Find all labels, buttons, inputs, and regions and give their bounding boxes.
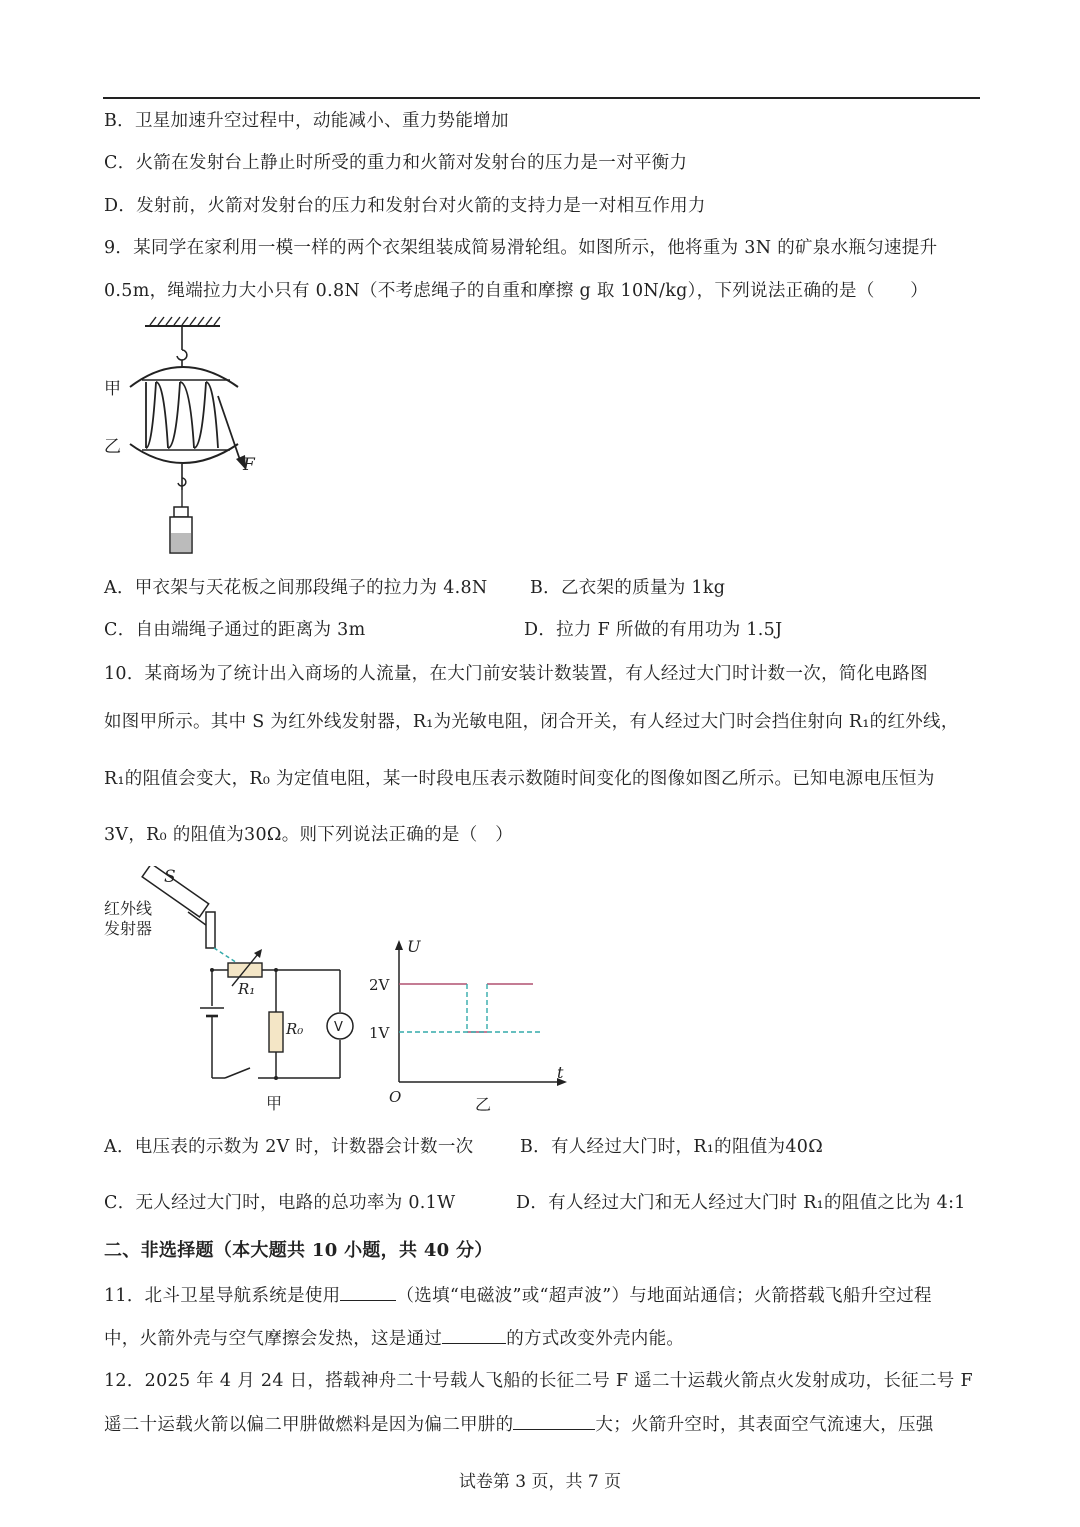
q10-stem-line4: 3V，R₀ 的阻值为30Ω。则下列说法正确的是（ ） xyxy=(104,825,514,845)
q10-option-d: D．有人经过大门和无人经过大门时 R₁的阻值之比为 4:1 xyxy=(516,1193,966,1213)
graph-x-axis-label: t xyxy=(557,1063,564,1082)
graph-tick-1v: 1V xyxy=(369,1024,390,1042)
q10-circuit-diagram xyxy=(100,866,360,1116)
label-s: S xyxy=(164,867,176,887)
q8-option-b: B．卫星加速升空过程中，动能减小、重力势能增加 xyxy=(104,111,509,131)
q9-option-d: D．拉力 F 所做的有用功为 1.5J xyxy=(524,620,783,640)
q10-option-b: B．有人经过大门时，R₁的阻值为40Ω xyxy=(520,1137,824,1157)
q8-option-d: D．发射前，火箭对发射台的压力和发射台对火箭的支持力是一对相互作用力 xyxy=(104,196,706,216)
q11-text-part3: 中，火箭外壳与空气摩擦会发热，这是通过 xyxy=(104,1329,443,1349)
q9-option-b: B．乙衣架的质量为 1kg xyxy=(530,578,726,598)
q11-line1 xyxy=(104,1282,932,1309)
top-rule xyxy=(103,97,980,99)
q9-option-a: A．甲衣架与天花板之间那段绳子的拉力为 4.8N xyxy=(104,578,488,598)
label-voltmeter: V xyxy=(334,1020,343,1035)
q9-option-c: C．自由端绳子通过的距离为 3m xyxy=(104,620,366,640)
q11-text-part4: 的方式改变外壳内能。 xyxy=(506,1329,685,1349)
q10-voltage-graph xyxy=(365,934,575,1114)
graph-tick-2v: 2V xyxy=(369,976,390,994)
label-emitter-1: 红外线 xyxy=(104,899,153,918)
label-circuit-jia: 甲 xyxy=(266,1094,283,1113)
q12-text-part3: 大；火箭升空时，其表面空气流速大，压强 xyxy=(595,1415,934,1435)
q10-stem-line3: R₁的阻值会变大，R₀ 为定值电阻，某一时段电压表示数随时间变化的图像如图乙所示。已知电源电压恒为 xyxy=(104,769,935,789)
q11-blank-1[interactable] xyxy=(340,1282,396,1301)
label-force: F xyxy=(243,455,255,475)
q11-blank-2[interactable] xyxy=(442,1325,506,1344)
graph-y-axis-label: U xyxy=(407,937,421,956)
q10-option-c: C．无人经过大门时，电路的总功率为 0.1W xyxy=(104,1193,456,1213)
label-yi: 乙 xyxy=(104,437,121,457)
q9-stem-line2: 0.5m，绳端拉力大小只有 0.8N（不考虑绳子的自重和摩擦 g 取 10N/kg），下列说法正确的是（ ） xyxy=(104,281,929,301)
q11-text-part1: 11．北斗卫星导航系统是使用 xyxy=(104,1286,341,1306)
label-emitter-2: 发射器 xyxy=(104,919,153,938)
q9-stem-line1: 9．某同学在家利用一模一样的两个衣架组装成简易滑轮组。如图所示，他将重为 3N 的矿泉水瓶匀速提升 xyxy=(104,238,938,258)
label-r0: R₀ xyxy=(286,1020,304,1038)
q9-pulley-figure xyxy=(100,312,270,562)
q11-text-part2: （选填“电磁波”或“超声波”）与地面站通信；火箭搭载飞船升空过程 xyxy=(396,1286,932,1306)
q10-stem-line1: 10．某商场为了统计出入商场的人流量，在大门前安装计数装置，有人经过大门时计数一次，简化电路图 xyxy=(104,664,928,684)
q11-line2 xyxy=(104,1325,684,1352)
section-2-heading: 二、非选择题（本大题共 10 小题，共 40 分） xyxy=(104,1240,493,1261)
q10-stem-line2: 如图甲所示。其中 S 为红外线发射器，R₁为光敏电阻，闭合开关，有人经过大门时会挡住射向 R₁的红外线， xyxy=(104,712,959,732)
graph-label-yi: 乙 xyxy=(475,1095,492,1114)
q10-option-a: A．电压表的示数为 2V 时，计数器会计数一次 xyxy=(104,1137,474,1157)
label-jia: 甲 xyxy=(104,379,121,399)
q8-option-c: C．火箭在发射台上静止时所受的重力和火箭对发射台的压力是一对平衡力 xyxy=(104,153,688,173)
q12-blank-1[interactable] xyxy=(513,1411,595,1430)
q12-line2 xyxy=(104,1411,934,1438)
q12-line1: 12．2025 年 4 月 24 日，搭载神舟二十号载人飞船的长征二号 F 遥二十运载火箭点火发射成功，长征二号 F xyxy=(104,1371,973,1391)
q12-text-part2: 遥二十运载火箭以偏二甲肼做燃料是因为偏二甲肼的 xyxy=(104,1415,514,1435)
label-r1: R₁ xyxy=(238,980,256,998)
graph-origin-label: O xyxy=(389,1088,402,1106)
page-footer: 试卷第 3 页，共 7 页 xyxy=(458,1472,622,1492)
